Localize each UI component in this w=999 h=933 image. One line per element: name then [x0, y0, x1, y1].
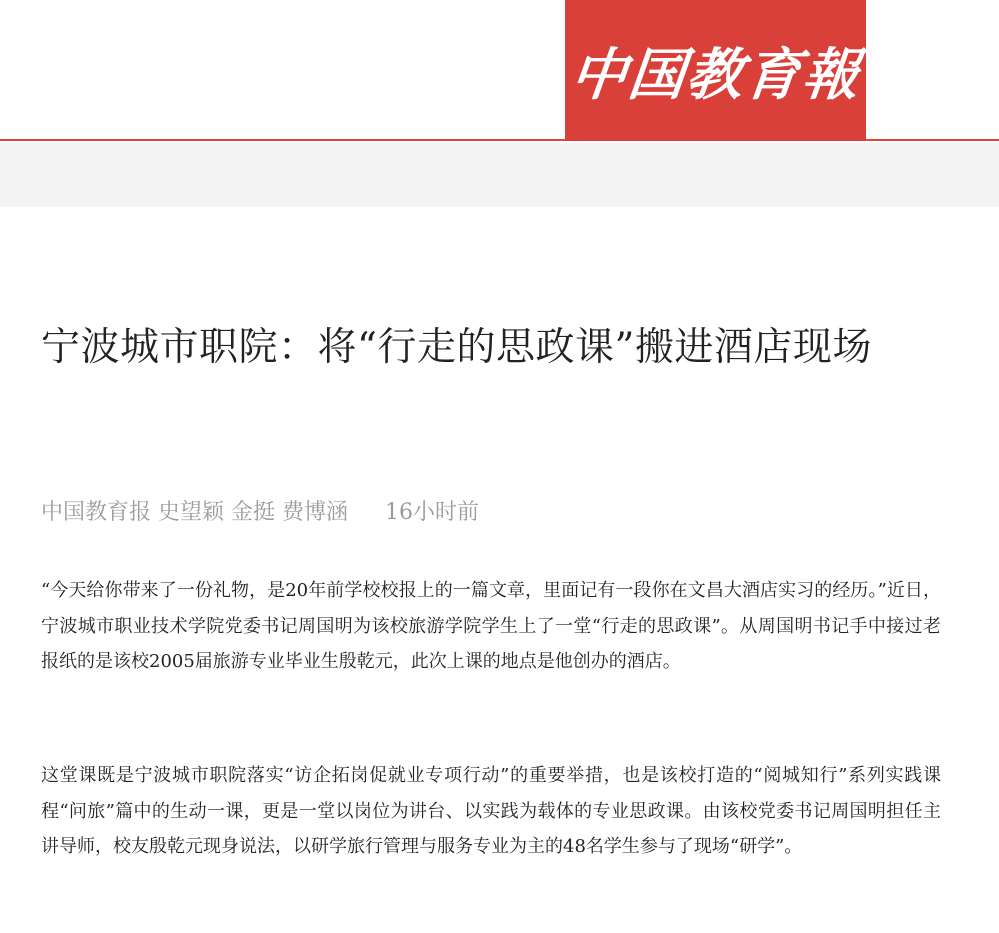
article-title: 宁波城市职院：将“行走的思政课”搬进酒店现场 — [41, 325, 872, 370]
article-paragraph: “今天给你带来了一份礼物，是20年前学校校报上的一篇文章，里面记有一段你在文昌大酒店实习的经历。”近日，宁波城市职业技术学院党委书记周国明为该校旅游学院学生上了一堂“行走的思政课”。从周国明书记手中接过老报纸的是该校2005届旅游专业毕业生殷乾元，此次上课的地点是他创办的酒店。 — [41, 580, 941, 672]
banner-placeholder — [0, 143, 999, 207]
article-byline — [41, 497, 479, 529]
byline-time: 16小时前 — [385, 500, 480, 525]
article-paragraph: 这堂课既是宁波城市职院落实“访企拓岗促就业专项行动”的重要举措，也是该校打造的“阅城知行”系列实践课程“问旅”篇中的生动一课，更是一堂以岗位为讲台、以实践为载体的专业思政课。由该校党委书记周国明担任主讲导师，校友殷乾元现身说法，以研学旅行管理与服务专业为主的48名学生参与了现场“研学”。 — [41, 765, 941, 857]
byline-authors: 史望颖 金挺 费博涵 — [158, 500, 349, 525]
masthead-logo[interactable] — [565, 0, 866, 141]
site-header — [0, 0, 999, 141]
masthead-logo-text: 中国教育報 — [566, 41, 864, 108]
byline-source: 中国教育报 — [41, 500, 152, 525]
